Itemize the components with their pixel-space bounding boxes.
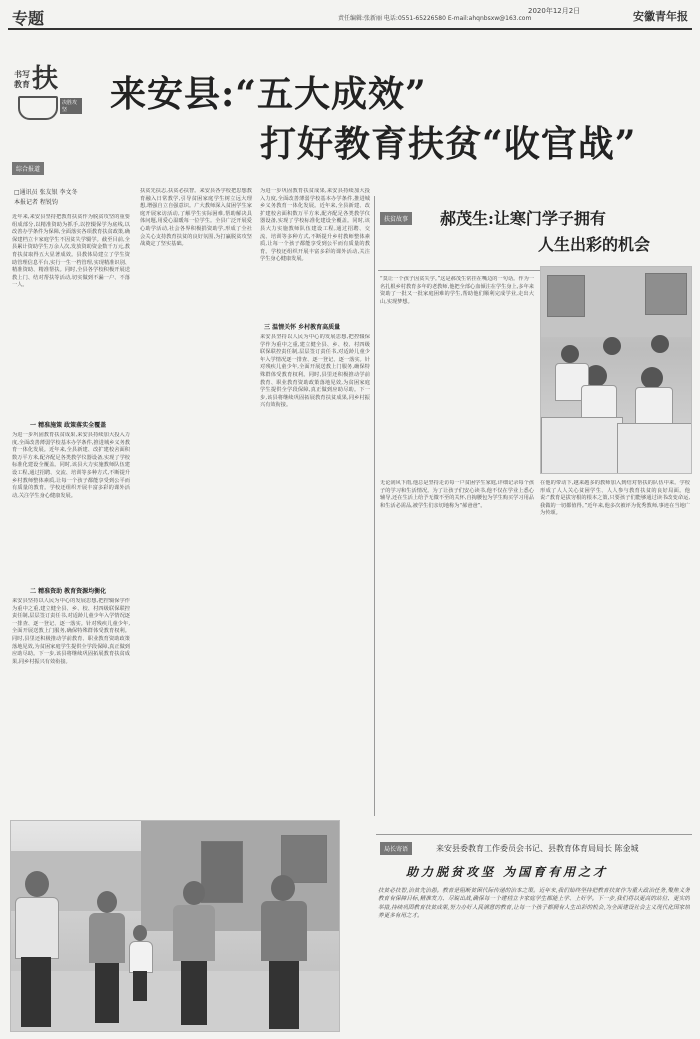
headline-line-2: 打好教育扶贫“收官战”	[260, 123, 637, 165]
director-signature: 来安县委教育工作委员会书记、县教育体育局局长 陈金城	[436, 844, 639, 853]
section-name: 专题	[12, 9, 45, 28]
sidebar-headline	[378, 200, 678, 271]
article-subhead-1: 一 精准施策 政策落实全覆盖	[30, 422, 107, 429]
message-motto: 助力脱贫攻坚 为国育有用之才	[406, 865, 609, 879]
sidebar-text-right: 在他的带动下,越来越多的教师加入到结对帮扶的队伍中来。学校形成了人人关心贫困学生、人人参与教育扶贫的良好局面。他说:“教育是拔穷根的根本之策,只要孩子们能够通过读书改变命运,我做的一切都值得。”近年来,他多次被评为优秀教师,事迹在当地广为传颂。	[540, 480, 690, 517]
editor-contact: 责任编辑:张新丽 电话:0551-65226580 E-mail:ahqnbsxw@163.com	[338, 15, 532, 22]
logo-big-char: 扶	[32, 64, 59, 94]
quote-badge: 局长寄语	[380, 842, 412, 855]
main-article-badge: 综合报道	[12, 162, 44, 175]
article-column-1c: 来安县坚持以人民为中心的发展思想,把控辍保学作为重中之重,建立健全县、乡、校、村四级联保联控责任制,层层签订责任书,对适龄儿童少年入学情况逐一排查、逐一登记、逐一落实。针对残疾儿童少年,全面开展送教上门服务,确保特殊群体受教育权利。同时,县里还积极推动学前教育、职业教育资助政策落地见效,为贫困家庭学生提供全学段保障,真正做到应助尽助。下一步,该县将继续巩固拓展教育扶贫成果,同乡村振兴有效衔接。	[12, 598, 130, 665]
visit-photo	[10, 820, 340, 1032]
book-icon	[18, 96, 58, 120]
article-column-3a: 为进一步巩固教育扶贫成果,来安县持续加大投入力度,全面改善薄弱学校基本办学条件,推进城乡义务教育一体化发展。近年来,全县新建、改扩建校舍面积数万平方米,配齐配足各类教学仪器设备,实现了学校标准化建设全覆盖。同时,该县大力实施教师队伍建设工程,通过招聘、交流、培训等多种方式,不断提升乡村教师整体素质,让每一个孩子都能享受到公平而有质量的教育。学校还组织开展丰富多彩的课外活动,关注学生身心健康发展。	[260, 188, 370, 263]
column-logo	[12, 58, 82, 128]
sidebar-badge: 扶贫故事	[380, 212, 412, 225]
article-column-1b: 为进一步巩固教育扶贫成果,来安县持续加大投入力度,全面改善薄弱学校基本办学条件,推进城乡义务教育一体化发展。近年来,全县新建、改扩建校舍面积数万平方米,配齐配足各类教学仪器设备,实现了学校标准化建设全覆盖。同时,该县大力实施教师队伍建设工程,通过招聘、交流、培训等多种方式,不断提升乡村教师整体素质,让每一个孩子都能享受到公平而有质量的教育。学校还组织开展丰富多彩的课外活动,关注学生身心健康发展。	[12, 432, 130, 499]
sidebar-text-mid: 无论刮风下雨,他总是坚持走访每一户贫困学生家庭,详细记录每个孩子的学习和生活情况。为了让孩子们安心读书,他不仅在学业上悉心辅导,还在生活上给予无微不至的关怀,自掏腰包为学生购买学习用品和生活必需品,被学生们亲切地称为“郝爸爸”。	[380, 480, 534, 509]
masthead	[8, 4, 692, 30]
byline	[14, 188, 144, 208]
director-message	[376, 834, 692, 1035]
sidebar-title-line-2: 人生出彩的机会	[538, 235, 651, 254]
article-subhead-3: 三 温情关怀 乡村教育高质量	[264, 324, 341, 331]
sidebar-title-line-1: 郝茂生:让寒门学子拥有	[440, 209, 606, 228]
byline-staff: 本报记者 程锐钧	[14, 199, 58, 206]
article-subhead-2: 二 精准资助 教育资源均衡化	[30, 588, 107, 595]
byline-reporters: □通讯员 张友银 李文冬	[14, 189, 78, 196]
article-column-3b: 来安县坚持以人民为中心的发展思想,把控辍保学作为重中之重,建立健全县、乡、校、村四级联保联控责任制,层层签订责任书,对适龄儿童少年入学情况逐一排查、逐一登记、逐一落实。针对残疾儿童少年,全面开展送教上门服务,确保特殊群体受教育权利。同时,县里还积极推动学前教育、职业教育资助政策落地见效,为贫困家庭学生提供全学段保障,真正做到应助尽助。下一步,该县将继续巩固拓展教育扶贫成果,同乡村振兴有效衔接。	[260, 334, 370, 409]
paper-name: 安徽青年报	[633, 10, 688, 23]
issue-date: 2020年12月2日	[528, 7, 581, 15]
logo-tag: 决胜攻坚	[60, 98, 82, 114]
article-column-2: 扶贫先扶志,扶贫必扶智。来安县各学校把思想教育融入日常教学,引导贫困家庭学生树立远大理想,增强自立自强意识。广大教师深入贫困学生家庭开展家访活动,了解学生实际困难,帮助解决具体问题,用爱心温暖每一位学生。全县广泛开展爱心助学活动,社会各界积极捐资助学,形成了全社会关心支持教育扶贫的良好氛围,为打赢脱贫攻坚战奠定了坚实基础。	[140, 188, 252, 248]
message-text: 扶贫必扶智,治贫先治愚。教育是阻断贫困代际传递的治本之策。近年来,我们始终坚持把教育扶贫作为重大政治任务,聚焦义务教育有保障目标,精准发力、尽锐出战,确保每一个建档立卡家庭学生都能上学、上好学。下一步,我们将以更高的站位、更实的举措,持续巩固教育扶贫成果,努力办好人民满意的教育,让每一个孩子都拥有人生出彩的机会,为全面建设社会主义现代化国家培养更多有用之才。	[378, 888, 690, 920]
headline-line-1: 来安县:“五大成效”	[110, 73, 427, 115]
column-divider	[374, 196, 375, 816]
sidebar-text-top: “莫让一个孩子因贫失学。”这是郝茂生常挂在嘴边的一句话。作为一名扎根乡村教育多年的老教师,他把全部心血倾注在学生身上,多年来资助了一批又一批家庭困难的学生,帮助他们顺利完成学业,走出大山,实现梦想。	[380, 276, 534, 305]
logo-small-text: 书写教育	[14, 70, 30, 89]
classroom-photo	[540, 266, 692, 474]
article-column-1: 近年来,来安县坚持把教育扶贫作为脱贫攻坚的重要组成部分,以精准资助为抓手,以控辍保学为底线,以改善办学条件为保障,全面落实各项教育扶贫政策,确保建档立卡家庭学生不因贫失学辍学。截至目前,全县累计资助学生万余人次,发放资助资金数千万元,教育扶贫取得五大显著成效。县教体局建立了学生资助管理信息平台,实行一生一档管理,实现精准识别、精准资助、精准帮扶。同时,全县各学校积极开展送教上门、结对帮扶等活动,切实做到不漏一户、不落一人。	[12, 214, 130, 289]
